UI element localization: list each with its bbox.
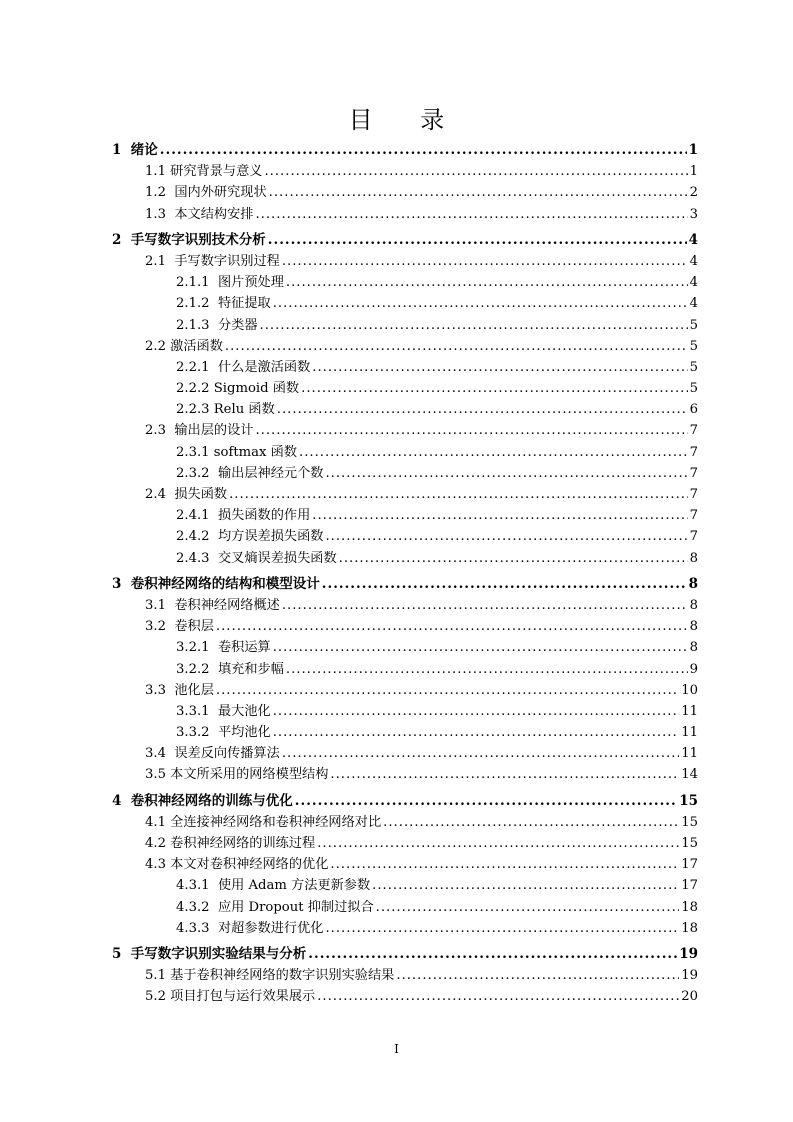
toc-entry[interactable]: [112, 875, 698, 896]
toc-entry[interactable]: [112, 854, 698, 875]
dot-leader: [216, 616, 688, 637]
toc-entry[interactable]: [112, 315, 698, 336]
toc-entry-title: 5 手写数字识别实验结果与分析: [112, 945, 307, 962]
toc-entry-title: 2 手写数字识别技术分析: [112, 231, 266, 248]
dot-leader: [264, 161, 687, 182]
dot-leader: [273, 637, 688, 658]
dot-leader: [255, 204, 687, 225]
toc-entry[interactable]: [112, 140, 698, 161]
toc-entry-title: 3.3 池化层: [145, 682, 214, 698]
toc-entry[interactable]: [112, 182, 698, 203]
toc-entry-page: 4: [688, 231, 698, 248]
toc-entry-page: 8: [689, 640, 698, 656]
dot-leader: [312, 505, 687, 526]
toc-entry-title: 1 绪论: [112, 142, 158, 158]
toc-entry-title: 2.4 损失函数: [145, 487, 228, 502]
toc-entry-page: 5: [689, 317, 698, 333]
toc-entry-page: 11: [681, 746, 698, 762]
toc-entry-title: 3.3.1 最大池化: [176, 703, 271, 719]
toc-entry-page: 1: [688, 142, 698, 158]
toc-entry-page: 15: [681, 836, 698, 851]
toc-entry[interactable]: [112, 659, 698, 680]
dot-leader: [330, 854, 679, 875]
toc-entry-title: 2.1.3 分类器: [176, 317, 258, 333]
toc-entry-title: 1.3 本文结构安排: [145, 206, 254, 222]
toc-entry-title: 2.2.1 什么是激活函数: [176, 359, 311, 375]
toc-entry-title: 2.3 输出层的设计: [145, 423, 254, 439]
toc-entry[interactable]: [112, 204, 698, 225]
toc-entry-page: 9: [689, 661, 698, 677]
toc-entry-title: 4.2 卷积神经网络的训练过程: [145, 836, 316, 851]
toc-entry-title: 2.1 手写数字识别过程: [145, 253, 280, 269]
dot-leader: [299, 442, 688, 463]
toc-entry-page: 4: [689, 296, 698, 312]
toc-entry[interactable]: [112, 812, 698, 833]
toc-entry[interactable]: [112, 722, 698, 743]
dot-leader: [383, 812, 679, 833]
toc-entry[interactable]: [112, 833, 698, 854]
toc-entry-title: 3.3.2 平均池化: [176, 725, 271, 741]
toc-entry-title: 2.4.1 损失函数的作用: [176, 508, 311, 524]
toc-entry-title: 2.1.2 特征提取: [176, 296, 271, 312]
dot-leader: [286, 659, 688, 680]
dot-leader: [295, 791, 677, 812]
toc-entry[interactable]: [112, 336, 698, 357]
toc-entry[interactable]: [112, 548, 698, 569]
toc-entry-page: 19: [679, 945, 698, 962]
dot-leader: [273, 293, 688, 314]
toc-entry-page: 7: [689, 529, 698, 545]
dot-leader: [282, 743, 679, 764]
toc-entry-title: 2.2.3 Relu 函数: [176, 402, 275, 418]
page-title: 目 录: [348, 106, 465, 134]
toc-entry[interactable]: [112, 764, 698, 785]
toc-entry[interactable]: [112, 526, 698, 547]
toc-entry[interactable]: [112, 986, 698, 1007]
toc-entry[interactable]: [112, 595, 698, 616]
toc-entry-title: 4.3.2 应用 Dropout 抑制过拟合: [176, 899, 374, 915]
toc-entry-title: 3.2.2 填充和步幅: [176, 661, 284, 677]
toc-entry[interactable]: [112, 442, 698, 463]
toc-entry-page: 18: [681, 920, 698, 936]
toc-entry-title: 5.2 项目打包与运行效果展示: [145, 989, 316, 1005]
toc-entry-page: 7: [689, 508, 698, 524]
toc-entry-title: 4.3 本文对卷积神经网络的优化: [145, 857, 329, 873]
toc-entry-title: 2.3.1 softmax 函数: [176, 444, 298, 460]
dot-leader: [160, 140, 687, 161]
toc-entry-page: 7: [689, 423, 698, 439]
toc-entry-page: 15: [681, 814, 698, 830]
dot-leader: [229, 484, 688, 505]
toc-entry-page: 8: [689, 597, 698, 613]
toc-entry-page: 2: [689, 185, 698, 201]
toc-entry-page: 15: [679, 792, 698, 809]
toc-entry-page: 4: [689, 253, 698, 269]
toc-entry[interactable]: [112, 791, 698, 812]
dot-leader: [273, 722, 680, 743]
toc-entry-page: 5: [689, 381, 698, 397]
toc-entry-title: 4.3.1 使用 Adam 方法更新参数: [176, 878, 371, 894]
toc-entry-page: 18: [681, 899, 698, 915]
toc-entry-page: 7: [689, 487, 698, 502]
toc-entry-page: 5: [689, 359, 698, 375]
toc-entry-page: 8: [689, 550, 698, 566]
dot-leader: [376, 897, 680, 918]
toc-entry[interactable]: [112, 420, 698, 441]
toc-entry-title: 3.5 本文所采用的网络模型结构: [145, 767, 329, 783]
toc-entry-title: 3.2 卷积层: [145, 619, 214, 635]
dot-leader: [268, 230, 687, 251]
toc-entry[interactable]: [112, 484, 698, 505]
dot-leader: [301, 378, 687, 399]
toc-entry-page: 3: [689, 206, 698, 222]
toc-entry-page: 5: [689, 338, 698, 354]
dot-leader: [312, 357, 687, 378]
toc-entry-title: 2.4.3 交叉熵误差损失函数: [176, 550, 337, 566]
dot-leader: [308, 944, 677, 965]
toc-entry[interactable]: [112, 463, 698, 484]
toc-entry-page: 11: [681, 703, 698, 719]
toc-entry[interactable]: [112, 574, 698, 595]
dot-leader: [269, 182, 688, 203]
toc-entry-title: 3.4 误差反向传播算法: [145, 746, 280, 762]
toc-entry-title: 2.4.2 均方误差损失函数: [176, 529, 324, 545]
dot-leader: [325, 526, 687, 547]
toc-entry[interactable]: [112, 293, 698, 314]
toc-entry-title: 3.1 卷积神经网络概述: [145, 597, 280, 613]
toc-entry-title: 2.2 激活函数: [145, 338, 223, 354]
toc-entry[interactable]: [112, 944, 698, 965]
dot-leader: [277, 399, 688, 420]
toc-entry-page: 6: [689, 402, 698, 418]
table-of-contents: [112, 140, 698, 1008]
toc-entry[interactable]: [112, 378, 698, 399]
dot-leader: [216, 680, 679, 701]
toc-entry-title: 3.2.1 卷积运算: [176, 640, 271, 656]
toc-entry-page: 8: [689, 619, 698, 635]
dot-leader: [372, 875, 679, 896]
dot-leader: [396, 965, 679, 986]
toc-entry-page: 11: [681, 725, 698, 741]
toc-entry-title: 2.1.1 图片预处理: [176, 275, 284, 291]
toc-entry-page: 7: [689, 465, 698, 481]
toc-entry[interactable]: [112, 637, 698, 658]
toc-entry-title: 4.1 全连接神经网络和卷积神经网络对比: [145, 814, 382, 830]
dot-leader: [260, 315, 688, 336]
toc-entry[interactable]: [112, 743, 698, 764]
toc-entry[interactable]: [112, 897, 698, 918]
toc-entry-title: 4 卷积神经网络的训练与优化: [112, 792, 293, 809]
toc-entry-page: 8: [688, 575, 698, 592]
toc-entry[interactable]: [112, 918, 698, 939]
toc-entry[interactable]: [112, 399, 698, 420]
dot-leader: [322, 574, 687, 595]
dot-leader: [273, 701, 680, 722]
toc-entry-title: 1.1 研究背景与意义: [145, 164, 263, 180]
dot-leader: [317, 986, 679, 1007]
toc-entry[interactable]: [112, 616, 698, 637]
dot-leader: [255, 420, 687, 441]
toc-entry-title: 2.3.2 输出层神经元个数: [176, 465, 324, 481]
toc-entry[interactable]: [112, 161, 698, 182]
dot-leader: [282, 595, 688, 616]
toc-entry-title: 3 卷积神经网络的结构和模型设计: [112, 575, 320, 592]
toc-entry[interactable]: [112, 272, 698, 293]
dot-leader: [325, 463, 687, 484]
toc-entry-page: 20: [681, 989, 698, 1005]
toc-entry[interactable]: [112, 505, 698, 526]
toc-entry[interactable]: [112, 230, 698, 251]
toc-entry-title: 4.3.3 对超参数进行优化: [176, 920, 324, 936]
toc-entry-page: 17: [681, 857, 698, 873]
toc-entry-page: 4: [689, 275, 698, 291]
toc-entry-title: 5.1 基于卷积神经网络的数字识别实验结果: [145, 968, 395, 984]
dot-leader: [282, 251, 688, 272]
toc-entry-page: 19: [681, 968, 698, 984]
dot-leader: [330, 764, 679, 785]
dot-leader: [286, 272, 688, 293]
toc-entry-page: 14: [681, 767, 698, 783]
toc-entry-title: 1.2 国内外研究现状: [145, 185, 267, 201]
page-number: I: [394, 1042, 399, 1056]
toc-entry[interactable]: [112, 701, 698, 722]
toc-entry-page: 10: [681, 682, 698, 698]
toc-entry[interactable]: [112, 251, 698, 272]
dot-leader: [317, 833, 679, 854]
toc-entry[interactable]: [112, 680, 698, 701]
toc-entry-page: 1: [689, 164, 698, 180]
dot-leader: [225, 336, 688, 357]
toc-entry[interactable]: [112, 965, 698, 986]
toc-entry-title: 2.2.2 Sigmoid 函数: [176, 381, 300, 397]
toc-entry[interactable]: [112, 357, 698, 378]
dot-leader: [325, 918, 679, 939]
toc-entry-page: 7: [689, 444, 698, 460]
toc-entry-page: 17: [681, 878, 698, 894]
dot-leader: [339, 548, 688, 569]
